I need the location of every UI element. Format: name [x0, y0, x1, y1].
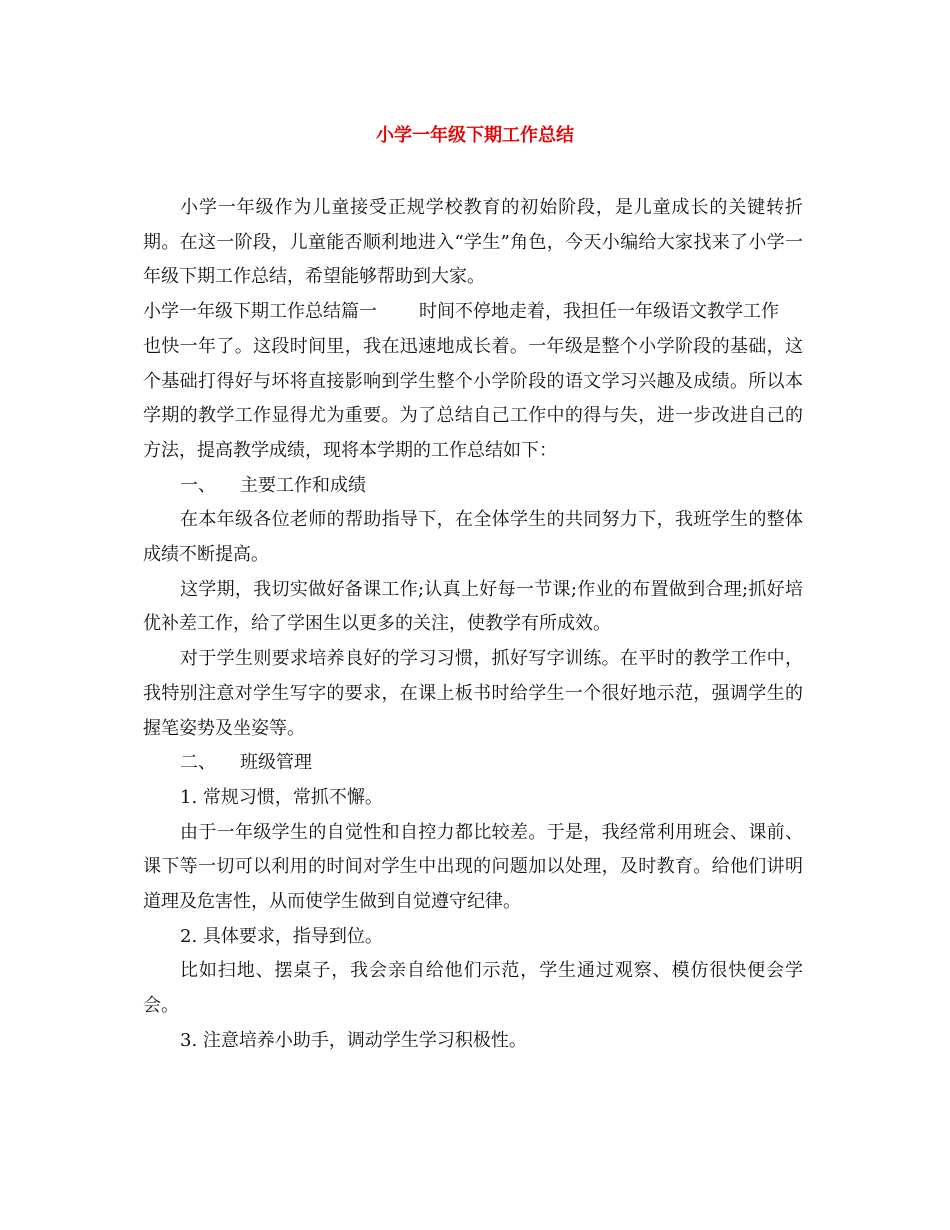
document-body [143, 191, 803, 1059]
article-heading-line [143, 295, 803, 330]
section-heading-2 [143, 746, 803, 781]
document-title: 小学一年级下期工作总结 [376, 125, 574, 146]
paragraph-teaching: 这学期，我切实做好备课工作;认真上好每一节课;作业的布置做到合理;抓好培优补差工作，给了学困生以更多的关注，使教学有所成效。 [143, 578, 803, 635]
paragraph-writing: 对于学生则要求培养良好的学习习惯，抓好写字训练。在平时的教学工作中，我特别注意对学生写字的要求，在课上板书时给学生一个很好地示范，强调学生的握笔姿势及坐姿等。 [143, 648, 803, 739]
paragraph-discipline: 由于一年级学生的自觉性和自控力都比较差。于是，我经常利用班会、课前、课下等一切可以利用的时间对学生中出现的问题加以处理，及时教育。给他们讲明道理及危害性，从而使学生做到自觉遵守纪律。 [143, 821, 803, 913]
section-number: 二、 [180, 752, 216, 774]
section-heading-1 [143, 469, 803, 504]
list-item-3: 3. 注意培养小助手，调动学生学习积极性。 [180, 1029, 527, 1051]
list-item-1: 1. 常规习惯，常抓不懈。 [180, 786, 383, 808]
article-heading: 小学一年级下期工作总结篇一 [143, 301, 377, 323]
article-paragraph-1: 也快一年了。这段时间里，我在迅速地成长着。一年级是整个小学阶段的基础，这个基础打得好与坏将直接影响到学生整个小学阶段的语文学习兴趣及成绩。所以本学期的教学工作显得尤为重要。为了总结自己工作中的得与失，进一步改进自己的方法，提高教学成绩，现将本学期的工作总结如下： [143, 335, 803, 461]
section-title: 班级管理 [240, 752, 312, 774]
section-title: 主要工作和成绩 [240, 474, 366, 496]
section-number: 一、 [180, 474, 216, 496]
paragraph-performance: 在本年级各位老师的帮助指导下，在全体学生的共同努力下，我班学生的整体成绩不断提高。 [143, 509, 803, 566]
list-item-2: 2. 具体要求，指导到位。 [180, 925, 383, 947]
intro-paragraph: 小学一年级作为儿童接受正规学校教育的初始阶段，是儿童成长的关键转折期。在这一阶段，儿童能否顺利地进入“学生”角色，今天小编给大家找来了小学一年级下期工作总结，希望能够帮助到大家。 [143, 197, 803, 288]
article-lead: 时间不停地走着，我担任一年级语文教学工作 [419, 301, 779, 323]
paragraph-demonstration: 比如扫地、摆桌子，我会亲自给他们示范，学生通过观察、模仿很快便会学会。 [143, 960, 803, 1017]
